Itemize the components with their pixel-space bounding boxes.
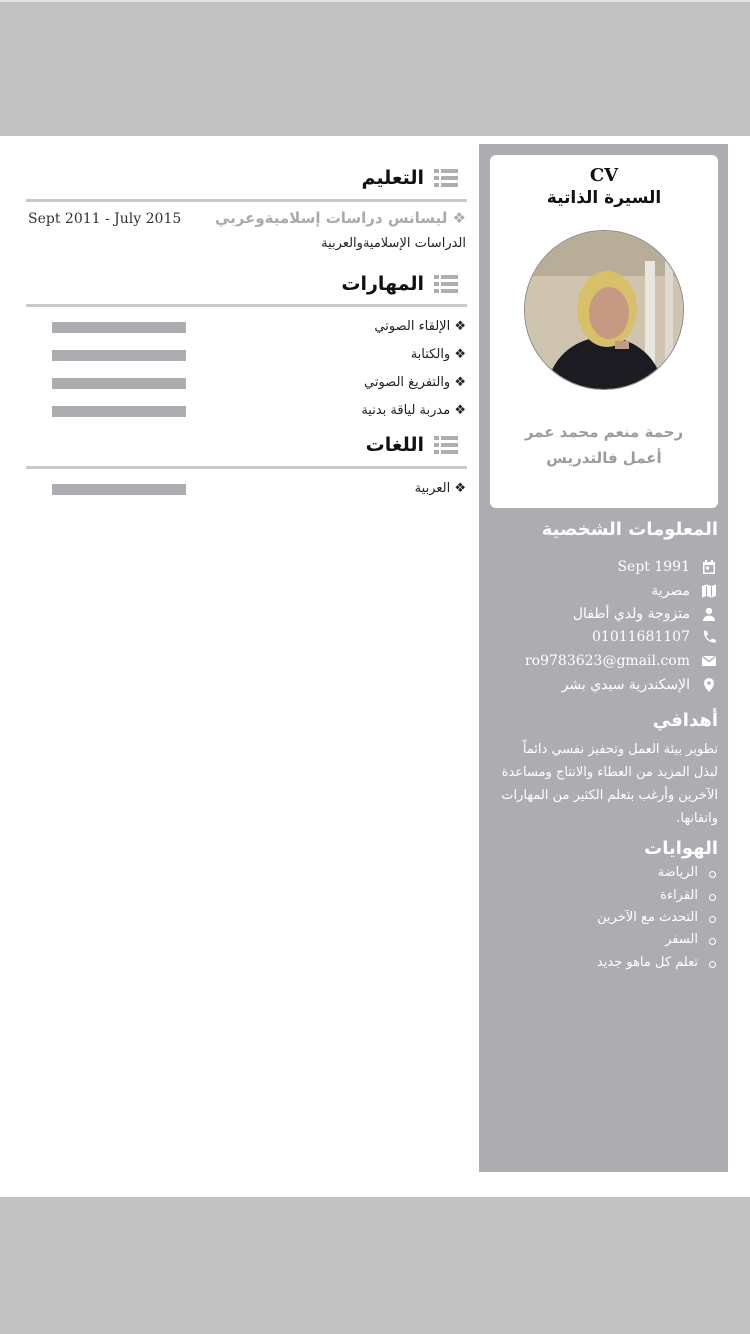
info-row-phone [592, 626, 718, 648]
birthdate-text: Sept 1991 [617, 559, 690, 575]
skill-bar [52, 350, 186, 361]
skill-label: ❖ والكتابة [410, 347, 466, 362]
profile-name: رحمة منعم محمد عمر [524, 423, 684, 441]
cv-title: CV [589, 165, 619, 186]
phone-text[interactable]: 01011681107 [592, 629, 690, 645]
hobby-item: القراءة [660, 888, 698, 903]
profile-job: أعمل فالتدريس [546, 449, 662, 467]
languages-title: اللغات [365, 434, 424, 456]
bullet-icon [709, 961, 716, 968]
bottom-band [0, 1197, 750, 1334]
list-icon [434, 169, 458, 187]
skill-bar [52, 378, 186, 389]
email-text[interactable]: ro9783623@gmail.com [524, 653, 690, 669]
bullet-icon [709, 938, 716, 945]
map-icon [700, 582, 718, 600]
language-bar [52, 484, 186, 495]
skill-label: ❖ والتفريغ الصوتي [364, 375, 466, 390]
marital-text: متزوجة ولدي أطفال [572, 606, 690, 622]
profile-card [490, 155, 718, 508]
languages-heading [366, 434, 458, 456]
goals-heading: أهدافي [652, 710, 718, 731]
info-row-birthdate [617, 556, 718, 578]
avatar [524, 230, 684, 390]
hobby-item: الرياضة [657, 865, 698, 880]
list-icon [434, 275, 458, 293]
top-band [0, 0, 750, 136]
info-row-email [525, 650, 718, 672]
hobby-item: التحدث مع الآخرين [597, 910, 698, 925]
bullet-icon [709, 894, 716, 901]
nationality-text: مصرية [651, 583, 690, 599]
degree-title: ❖ ليسانس دراسات إسلاميةوعربي [214, 209, 466, 227]
skill-bar [52, 322, 186, 333]
person-icon [700, 605, 718, 623]
skills-title: المهارات [341, 273, 424, 295]
goals-text: تطوير بيئة العمل وتحفيز نفسي دائماً لبذل المزيد من العطاء والانتاج ومساعدة الآخرين وأرغب بتعلم الكثير من المهارات واتقانها. [501, 742, 718, 826]
email-icon [700, 652, 718, 670]
language-label: ❖ العربية [414, 481, 466, 496]
degree-date: Sept 2011 - July 2015 [28, 211, 182, 227]
divider [26, 304, 467, 307]
education-heading [361, 167, 458, 189]
personal-info-heading: المعلومات الشخصية [541, 519, 718, 540]
info-row-address [562, 674, 718, 696]
divider [26, 466, 467, 469]
skills-heading [341, 273, 458, 295]
calendar-icon [700, 558, 718, 576]
address-text: الإسكندرية سيدي بشر [561, 677, 690, 693]
phone-icon [700, 628, 718, 646]
list-icon [434, 436, 458, 454]
bullet-icon [709, 916, 716, 923]
hobby-item: تعلم كل ماهو جديد [596, 955, 698, 970]
degree-subtitle: الدراسات الإسلاميةوالعربية [321, 236, 466, 251]
location-pin-icon [700, 676, 718, 694]
skill-label: ❖ الإلقاء الصوتي [374, 319, 466, 334]
info-row-nationality [651, 580, 718, 602]
hobby-item: السفر [665, 932, 698, 947]
info-row-marital [573, 603, 718, 625]
skill-bar [52, 406, 186, 417]
divider [26, 199, 467, 202]
education-title: التعليم [361, 167, 424, 189]
hobbies-heading: الهوايات [644, 838, 718, 859]
cv-subtitle: السيرة الذاتية [546, 188, 662, 208]
bullet-icon [709, 871, 716, 878]
skill-label: ❖ مدربة لياقة بدنية [361, 403, 466, 418]
